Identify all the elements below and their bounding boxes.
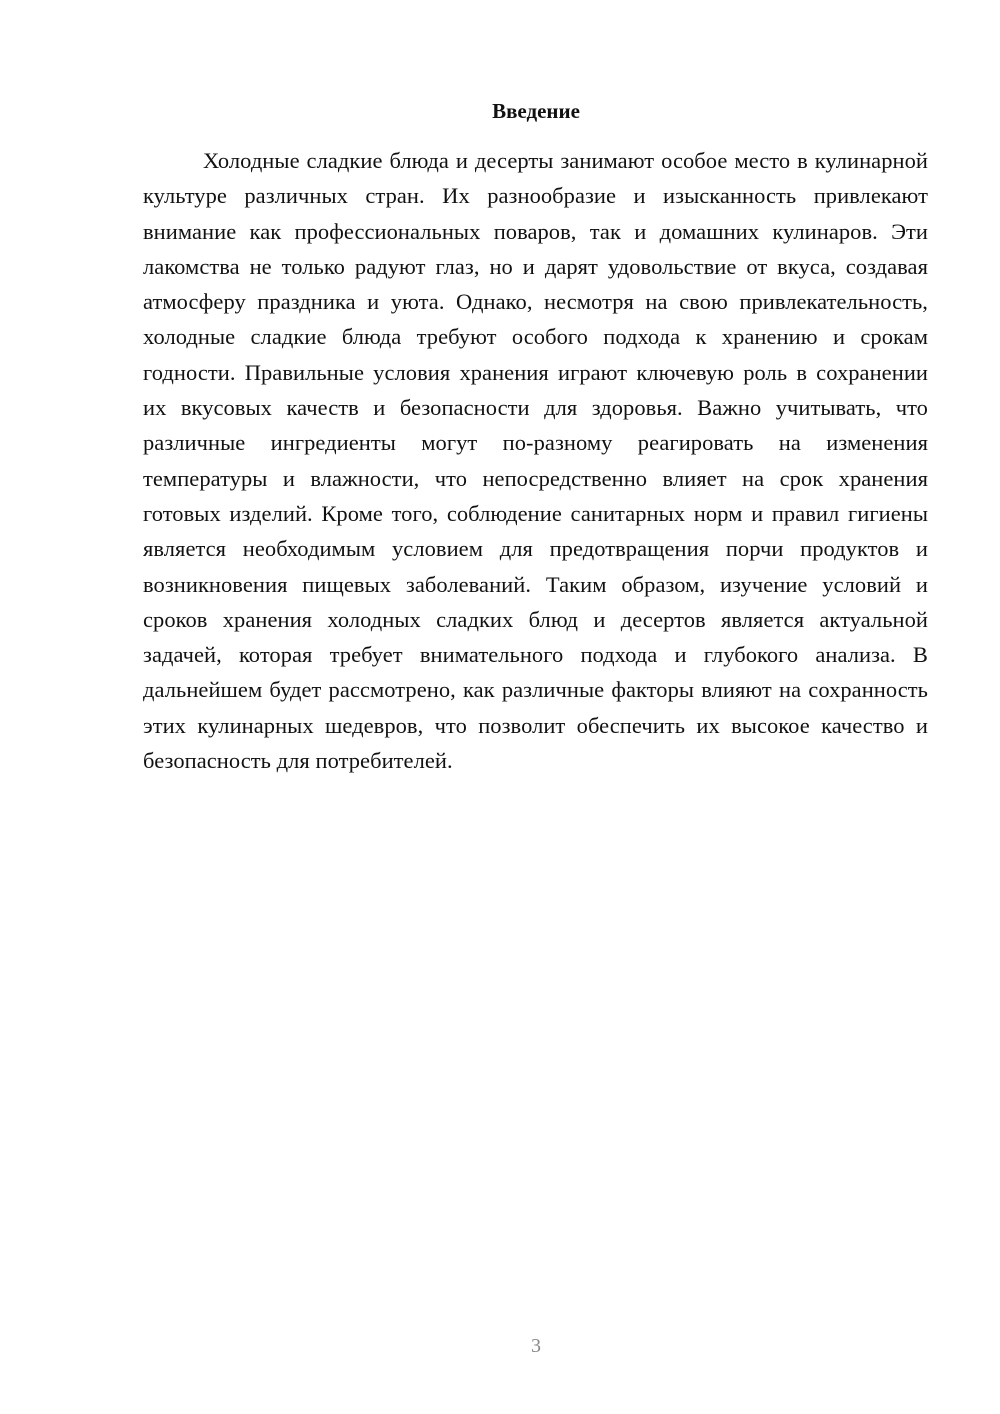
section-title: Введение bbox=[492, 99, 580, 123]
introduction-paragraph: Холодные сладкие блюда и десерты занимают особое место в кулинарной культуре различных стран. Их разнообразие и изысканность привлекают внимание как профессиональных поваров, так и домашних кулинаров. Эти лакомства не только радуют глаз, но и дарят удовольствие от вкуса, создавая атмосферу праздника и уюта. Однако, несмотря на свою привлекательность, холодные сладкие блюда требуют особого подхода к хранению и срокам годности. Правильные условия хранения играют ключевую роль в сохранении их вкусовых качеств и безопасности для здоровья. Важно учитывать, что различные ингредиенты могут по-разному реагировать на изменения температуры и влажности, что непосредственно влияет на срок хранения готовых изделий. Кроме того, соблюдение санитарных норм и правил гигиены является необходимым условием для предотвращения порчи продуктов и возникновения пищевых заболеваний. Таким образом, изучение условий и сроков хранения холодных сладких блюд и десертов является актуальной задачей, которая требует внимательного подхода и глубокого анализа. В дальнейшем будет рассмотрено, как различные факторы влияют на сохранность этих кулинарных шедевров, что позволит обеспечить их высокое качество и безопасность для потребителей. bbox=[143, 148, 928, 774]
page-number: 3 bbox=[531, 1335, 541, 1357]
